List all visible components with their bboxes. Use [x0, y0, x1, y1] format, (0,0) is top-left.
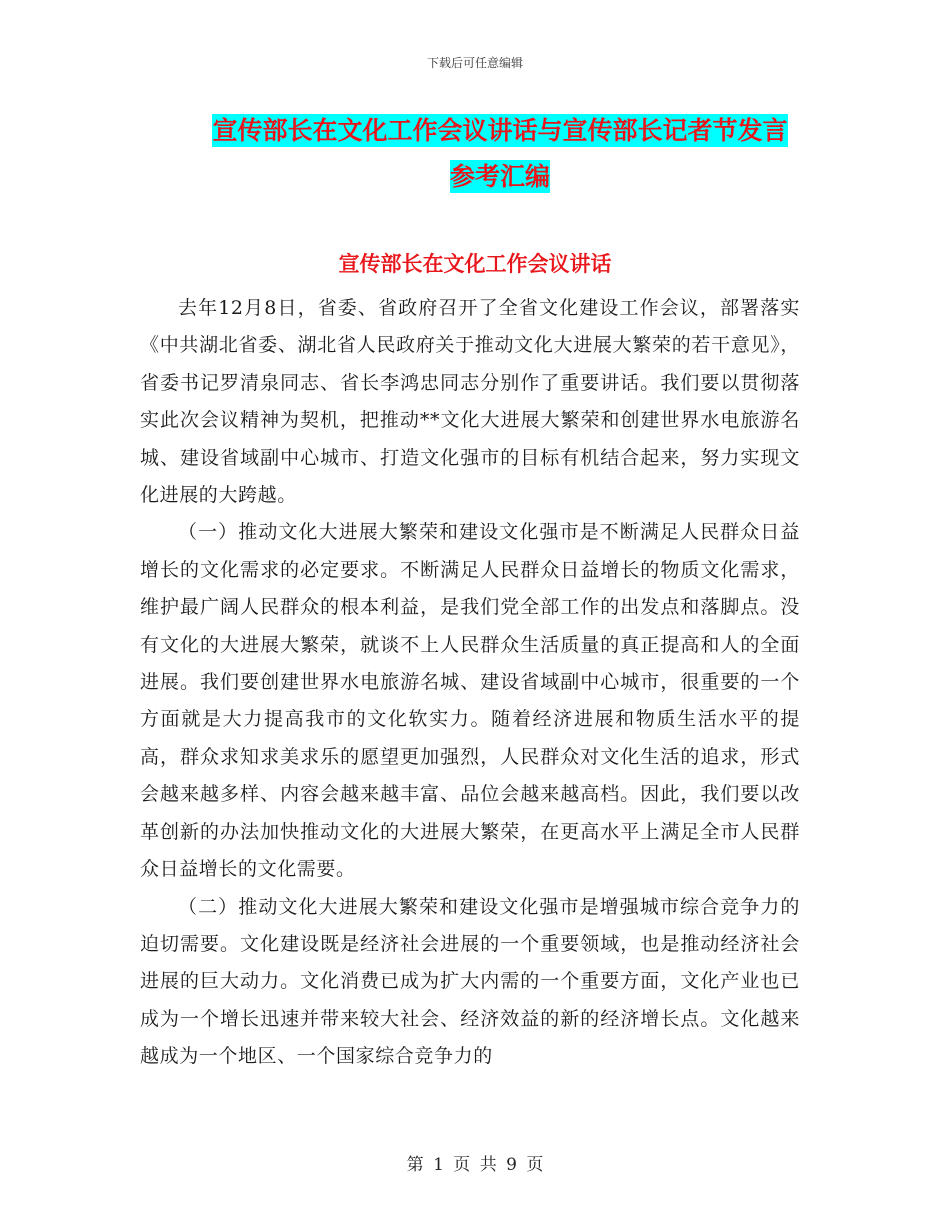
section-title: 宣传部长在文化工作会议讲话 — [338, 252, 612, 276]
paragraph-point-1: （一）推动文化大进展大繁荣和建设文化强市是不断满足人民群众日益增长的文化需求的必定要求。不断满足人民群众日益增长的物质文化需求，维护最广阔人民群众的根本利益，是我们党全部工作的出发点和落脚点。没有文化的大进展大繁荣，就谈不上人民群众生活质量的真正提高和人的全面进展。我们要创建世界水电旅游名城、建设省域副中心城市，很重要的一个方面就是大力提高我市的文化软实力。随着经济进展和物质生活水平的提高，群众求知求美求乐的愿望更加强烈，人民群众对文化生活的追求，形式会越来越多样、内容会越来越丰富、品位会越来越高档。因此，我们要以改革创新的办法加快推动文化的大进展大繁荣，在更高水平上满足全市人民群众日益增长的文化需要。 — [140, 521, 800, 881]
title-line-2: 参考汇编 — [449, 162, 550, 191]
header-note: 下载后可任意编辑 — [426, 56, 523, 70]
title-line-1: 宣传部长在文化工作会议讲话与宣传部长记者节发言 — [212, 116, 788, 145]
page-footer: 第 1 页 共 9 页 — [406, 1155, 544, 1175]
body-text — [140, 290, 800, 1076]
paragraph-point-2: （二）推动文化大进展大繁荣和建设文化强市是增强城市综合竞争力的迫切需要。文化建设既是经济社会进展的一个重要领域，也是推动经济社会进展的巨大动力。文化消费已成为扩大内需的一个重要方面，文化产业也已成为一个增长迅速并带来较大社会、经济效益的新的经济增长点。文化越来越成为一个地区、一个国家综合竞争力的 — [140, 895, 800, 1068]
document-title — [140, 108, 860, 200]
paragraph-intro: 去年12月8日，省委、省政府召开了全省文化建设工作会议，部署落实《中共湖北省委、湖北省人民政府关于推动文化大进展大繁荣的若干意见》，省委书记罗清泉同志、省长李鸿忠同志分别作了重要讲话。我们要以贯彻落实此次会议精神为契机，把推动**文化大进展大繁荣和创建世界水电旅游名城、建设省域副中心城市、打造文化强市的目标有机结合起来，努力实现文化进展的大跨越。 — [140, 297, 800, 507]
